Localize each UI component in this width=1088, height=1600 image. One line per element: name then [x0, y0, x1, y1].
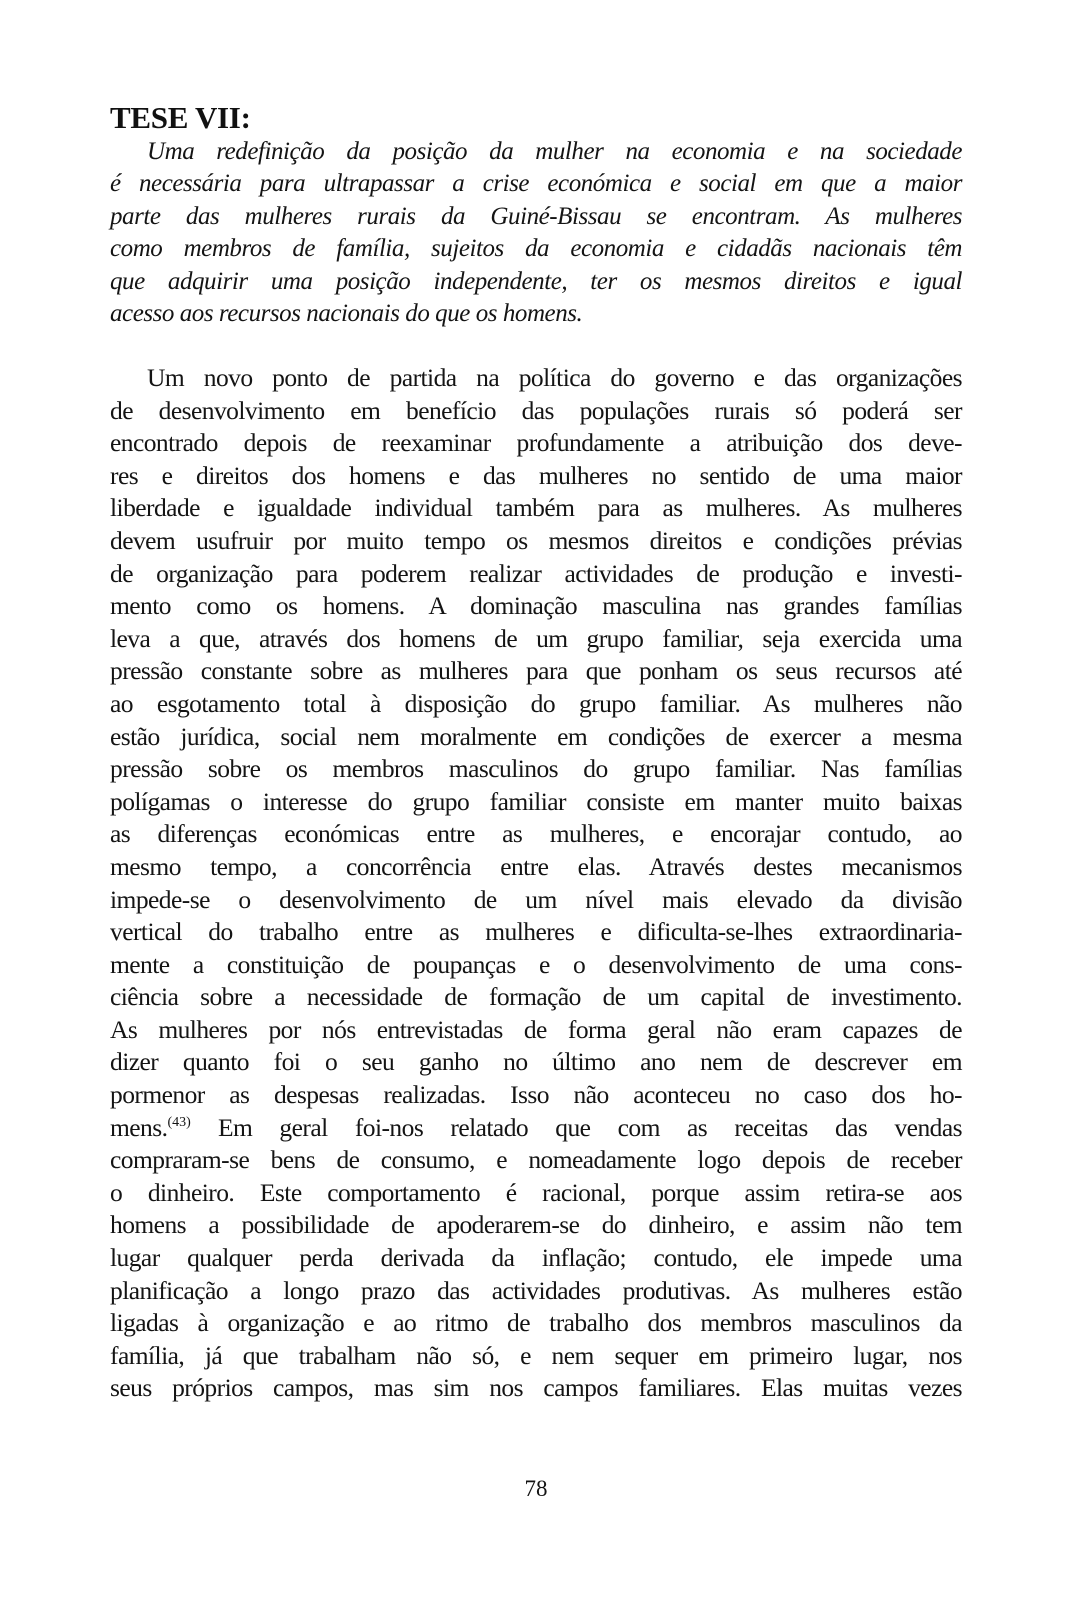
body-line: devem usufruir por muito tempo os mesmos direitos e condições prévias — [110, 525, 962, 555]
body-line: seus próprios campos, mas sim nos campos familiares. Elas muitas vezes — [110, 1373, 962, 1403]
body-line: liberdade e igualdade individual também para as mulheres. As mulheres — [110, 493, 962, 523]
body-line: leva a que, através dos homens de um grupo familiar, seja exercida uma — [110, 623, 962, 653]
thesis-line: acesso aos recursos nacionais do que os homens. — [110, 299, 583, 327]
page-number: 78 — [524, 1476, 548, 1501]
body-line: mesmo tempo, a concorrência entre elas. Através destes mecanismos — [110, 851, 962, 881]
body-line: pressão sobre os membros masculinos do grupo familiar. Nas famílias — [110, 754, 962, 784]
body-line: ao esgotamento total à disposição do grupo familiar. As mulheres não — [110, 688, 962, 718]
body-line: lugar qualquer perda derivada da inflação; contudo, ele impede uma — [110, 1243, 962, 1273]
body-line: as diferenças económicas entre as mulheres, e encorajar contudo, ao — [110, 819, 962, 849]
thesis-line: é necessária para ultrapassar a crise económica e social em que a maior — [110, 170, 962, 198]
body-line: polígamas o interesse do grupo familiar consiste em manter muito baixas — [110, 786, 962, 816]
body-line: mento como os homens. A dominação masculina nas grandes famílias — [110, 591, 962, 621]
body-line: planificação a longo prazo das actividades produtivas. As mulheres estão — [110, 1275, 962, 1305]
body-line: de desenvolvimento em benefício das populações rurais só poderá ser — [110, 395, 962, 425]
body-line: pressão constante sobre as mulheres para que ponham os seus recursos até — [110, 656, 962, 686]
body-line: ligadas à organização e ao ritmo de trabalho dos membros masculinos da — [110, 1308, 962, 1338]
body-line: vertical do trabalho entre as mulheres e dificulta-se-lhes extraordinaria- — [110, 917, 962, 947]
thesis-line: Uma redefinição da posição da mulher na economia e na sociedade — [147, 138, 962, 165]
body-line: ciência sobre a necessidade de formação de um capital de investimento. — [110, 982, 962, 1012]
body-line: mente a constituição de poupanças e o desenvolvimento de uma cons- — [110, 949, 962, 979]
body-line: homens a possibilidade de apoderarem-se do dinheiro, e assim não tem — [110, 1210, 962, 1240]
thesis-line: como membros de família, sujeitos da economia e cidadãs nacionais têm — [110, 235, 962, 263]
body-line: encontrado depois de reexaminar profundamente a atribuição dos deve- — [110, 428, 962, 458]
body-line-end: Em geral foi-nos relatado que com as receitas das vendas — [190, 1112, 962, 1142]
footnote-reference[interactable]: (43) — [167, 1114, 191, 1130]
body-line-with-footnote — [110, 1112, 962, 1145]
thesis-line: que adquirir uma posição independente, ter os mesmos direitos e igual — [110, 267, 962, 295]
body-line: res e direitos dos homens e das mulheres no sentido de uma maior — [110, 460, 962, 490]
body-line: impede-se o desenvolvimento de um nível mais elevado da divisão — [110, 884, 962, 914]
body-paragraph — [110, 362, 962, 1405]
body-line: As mulheres por nós entrevistadas de forma geral não eram capazes de — [110, 1014, 962, 1044]
body-line: estão jurídica, social nem moralmente em condições de exercer a mesma — [110, 721, 962, 751]
body-line: família, já que trabalham não só, e nem sequer em primeiro lugar, nos — [110, 1340, 962, 1370]
thesis-line: parte das mulheres rurais da Guiné-Bissau se encontram. As mulheres — [110, 202, 962, 230]
body-line: de organização para poderem realizar actividades de produção e investi- — [110, 558, 962, 588]
body-line: Um novo ponto de partida na política do governo e das organizações — [147, 363, 962, 392]
body-line: dizer quanto foi o seu ganho no último ano nem de descrever em — [110, 1047, 962, 1077]
section-heading: TESE VII: — [110, 100, 251, 135]
thesis-statement — [110, 136, 962, 330]
body-line-start: mens. — [110, 1112, 168, 1142]
body-line: pormenor as despesas realizadas. Isso não aconteceu no caso dos ho- — [110, 1080, 962, 1110]
body-line: o dinheiro. Este comportamento é racional, porque assim retira-se aos — [110, 1177, 962, 1207]
body-line: compraram-se bens de consumo, e nomeadamente logo depois de receber — [110, 1145, 962, 1175]
